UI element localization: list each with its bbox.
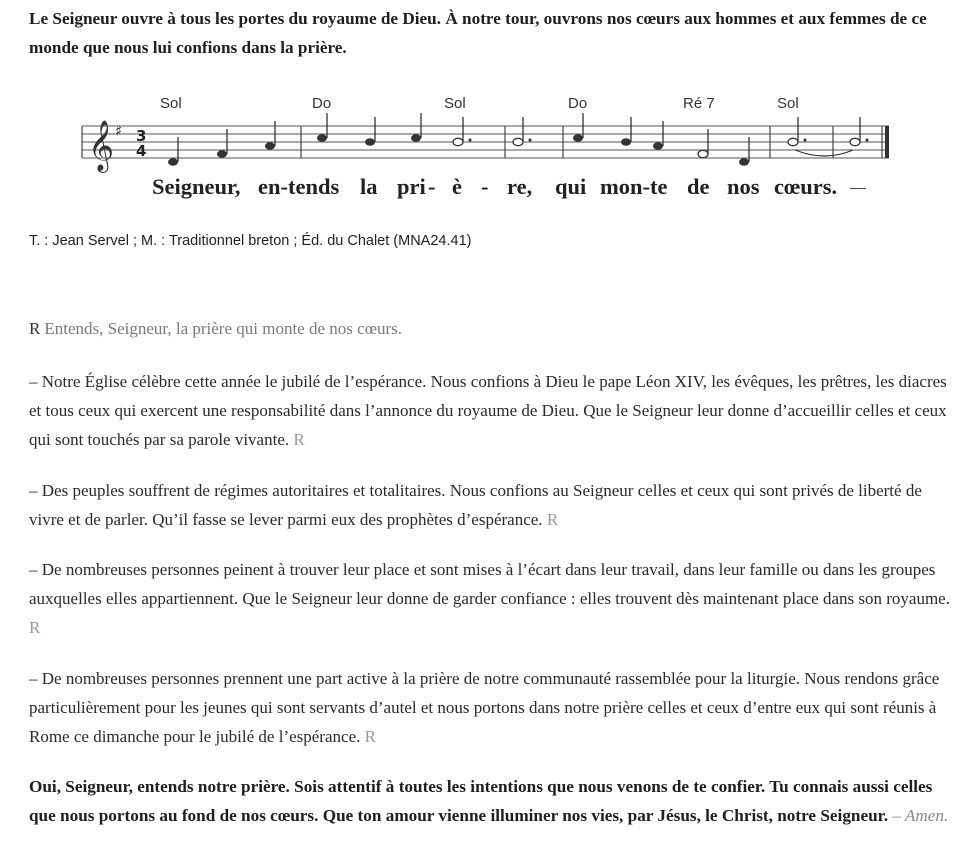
chord-label: Sol [444, 95, 466, 112]
chord-label: Do [312, 95, 332, 112]
intention-text: – De nombreuses personnes peinent à trouver leur place et sont mises à l’écart dans leur travail, dans leur famille ou dans les groupes auxquelles elles appartiennent. Que le Seigneur leur donne de garder confiance : elles trouvent dès maintenant place dans son royaume. [29, 560, 950, 608]
lyric-syllable: è [452, 174, 462, 199]
note-quarter [621, 138, 631, 145]
response-symbol: R [29, 618, 41, 637]
lyric-syllable: re, [507, 174, 533, 199]
note-quarter [739, 158, 749, 165]
response-symbol: R [546, 510, 559, 529]
note-half [698, 150, 708, 157]
note-quarter [653, 142, 663, 149]
lyric-syllable: - [428, 174, 436, 199]
intention [29, 664, 954, 751]
credits: T. : Jean Servel ; M. : Traditionnel breton ; Éd. du Chalet (MNA24.41) [29, 233, 472, 249]
note-quarter [573, 134, 583, 141]
intention [29, 367, 954, 454]
treble-clef-icon: 𝄞 [88, 120, 115, 171]
note-quarter [411, 134, 421, 141]
refrain-text: Entends, Seigneur, la prière qui monte de nos cœurs. [44, 319, 402, 338]
amen-response: – Amen. [892, 806, 949, 825]
lyric-syllable: qui [555, 174, 587, 199]
lyric-syllable: pri [397, 174, 426, 199]
note-quarter [217, 150, 227, 157]
note-half-dotted [850, 138, 860, 145]
note-half-dotted [788, 138, 798, 145]
music-score [0, 90, 972, 210]
time-signature-top: 3 [136, 127, 147, 145]
refrain [29, 319, 402, 339]
intention [29, 476, 954, 534]
intention-text: – Des peuples souffrent de régimes autoritaires et totalitaires. Nous confions au Seigneur celles et ceux qui sont privés de liberté de vivre et de parler. Qu’il fasse se lever parmi eux des prophètes d’espérance. [29, 481, 922, 529]
lyric-syllable: Seigneur, [152, 174, 241, 199]
lyric-syllable: de [687, 174, 710, 199]
note-half-dotted [513, 138, 523, 145]
time-signature-bottom: 4 [136, 142, 147, 160]
final-barline [885, 126, 889, 158]
response-symbol: R [293, 430, 305, 449]
intention-text: – De nombreuses personnes prennent une part active à la prière de notre communauté rassemblée pour la liturgie. Nous rendons grâce particulièrement pour les jeunes qui sont servants d’autel et nous portons dans notre prière celles et ceux d’entre eux qui sont réunis à Rome ce dimanche pour le jubilé de l’espérance. [29, 669, 940, 746]
melisma-line [850, 188, 866, 189]
lyric-syllable: nos [727, 174, 760, 199]
closing-text: Oui, Seigneur, entends notre prière. Sois attentif à toutes les intentions que nous venons de te confier. Tu connais aussi celles que nous portons au fond de nos cœurs. Que ton amour vienne illuminer nos vies, par Jésus, le Christ, notre Seigneur. [29, 777, 933, 825]
note-quarter [265, 142, 275, 149]
closing-prayer [29, 772, 954, 830]
chord-label: Do [568, 95, 588, 112]
note-half-dotted [453, 138, 463, 145]
lyric-syllable: cœurs. [774, 174, 838, 199]
chord-label: Sol [777, 95, 799, 112]
intention [29, 555, 954, 642]
lyric-syllable: mon-te [600, 174, 668, 199]
note-quarter [317, 134, 327, 141]
intention-text: – Notre Église célèbre cette année le jubilé de l’espérance. Nous confions à Dieu le pape Léon XIV, les évêques, les prêtres, les diacres et tous ceux qui exercent une responsabilité dans l’annonce du royaume de Dieu. Que le Seigneur leur donne d’accueillir celles et ceux qui sont touchés par sa parole vivante. [29, 372, 947, 449]
note-quarter [365, 138, 375, 145]
lyric-syllable: en-tends [258, 174, 340, 199]
note-quarter [168, 158, 178, 165]
lyric-syllable: la [360, 174, 378, 199]
sharp-icon: ♯ [115, 122, 123, 140]
response-symbol: R [29, 319, 41, 338]
tie [795, 150, 853, 156]
chord-label: Ré 7 [683, 95, 715, 112]
staff-svg [0, 90, 972, 180]
lyric-syllable: - [481, 174, 489, 199]
intro-paragraph: Le Seigneur ouvre à tous les portes du royaume de Dieu. À notre tour, ouvrons nos cœurs aux hommes et aux femmes de ce monde que nous lui confions dans la prière. [29, 9, 927, 57]
staff-lines [82, 126, 889, 158]
response-symbol: R [364, 727, 376, 746]
chord-label: Sol [160, 95, 182, 112]
